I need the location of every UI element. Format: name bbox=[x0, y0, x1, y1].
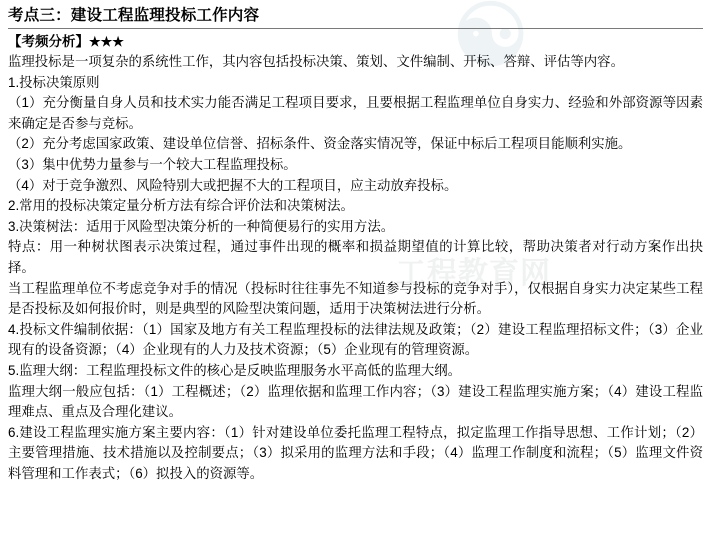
body-paragraph: 1.投标决策原则 bbox=[8, 74, 100, 90]
document-content bbox=[8, 6, 703, 484]
body-paragraph: 5.监理大纲：工程监理投标文件的核心是反映监理服务水平高低的监理大纲。 bbox=[8, 362, 462, 378]
watermark-site-text: 工程教育网 bbox=[396, 257, 551, 290]
page-title: 考点三：建设工程监理投标工作内容 bbox=[8, 7, 260, 24]
frequency-analysis-line bbox=[8, 32, 703, 51]
body-paragraph: 当工程监理单位不考虑竞争对手的情况（投标时往往事先不知道参与投标的竞争对手），仅根据自身实力决定某些工程是否投标及如何报价时，则是典型的风险型决策问题，适用于决策树法进行分析。 bbox=[8, 280, 703, 317]
body-paragraph: 3.决策树法：适用于风险型决策分析的一种简便易行的实用方法。 bbox=[8, 218, 395, 234]
body-paragraph: 6.建设工程监理实施方案主要内容：（1）针对建设单位委托监理工程特点，拟定监理工作指导思想、工作计划；（2）主要管理措施、技术措施以及控制要点；（3）拟采用的监理方法和手段；（4）监理工作制度和流程；（5）监理文件资料管理和工作表式；（6）拟投入的资源等。 bbox=[8, 424, 703, 481]
frequency-label: 【考频分析】 bbox=[8, 34, 89, 49]
body-paragraph: （4）对于竞争激烈、风险特别大或把握不大的工程项目，应主动放弃投标。 bbox=[8, 177, 458, 193]
body-paragraph: （1）充分衡量自身人员和技术实力能否满足工程项目要求，且要根据工程监理单位自身实力、经验和外部资源等因素来确定是否参与竞标。 bbox=[8, 95, 703, 131]
body-paragraph: （3）集中优势力量参与一个较大工程监理投标。 bbox=[8, 156, 297, 172]
body-paragraph: 特点：用一种树状图表示决策过程，通过事件出现的概率和损益期望值的计算比较，帮助决策者对行动方案作出抉择。 bbox=[8, 239, 703, 275]
frequency-stars: ★★★ bbox=[89, 34, 124, 49]
body-paragraph: 监理大纲一般应包括：（1）工程概述；（2）监理依据和监理工作内容；（3）建设工程监理实施方案；（4）建设工程监理难点、重点及合理化建议。 bbox=[8, 383, 703, 420]
body-paragraph: 2.常用的投标决策定量分析方法有综合评价法和决策树法。 bbox=[8, 198, 354, 214]
title-divider bbox=[8, 28, 703, 29]
body-paragraph: 4.投标文件编制依据：（1）国家及地方有关工程监理投标的法律法规及政策；（2）建设工程监理招标文件；（3）企业现有的设备资源；（4）企业现有的人力及技术资源；（5）企业现有的管理资源。 bbox=[8, 321, 703, 358]
watermark-logo-icon: ☯ bbox=[452, 0, 530, 84]
body-paragraph: （2）充分考虑国家政策、建设单位信誉、招标条件、资金落实情况等，保证中标后工程项目能顺利实施。 bbox=[8, 136, 632, 152]
body-paragraph: 监理投标是一项复杂的系统性工作，其内容包括投标决策、策划、文件编制、开标、答辩、评估等内容。 bbox=[8, 54, 624, 69]
